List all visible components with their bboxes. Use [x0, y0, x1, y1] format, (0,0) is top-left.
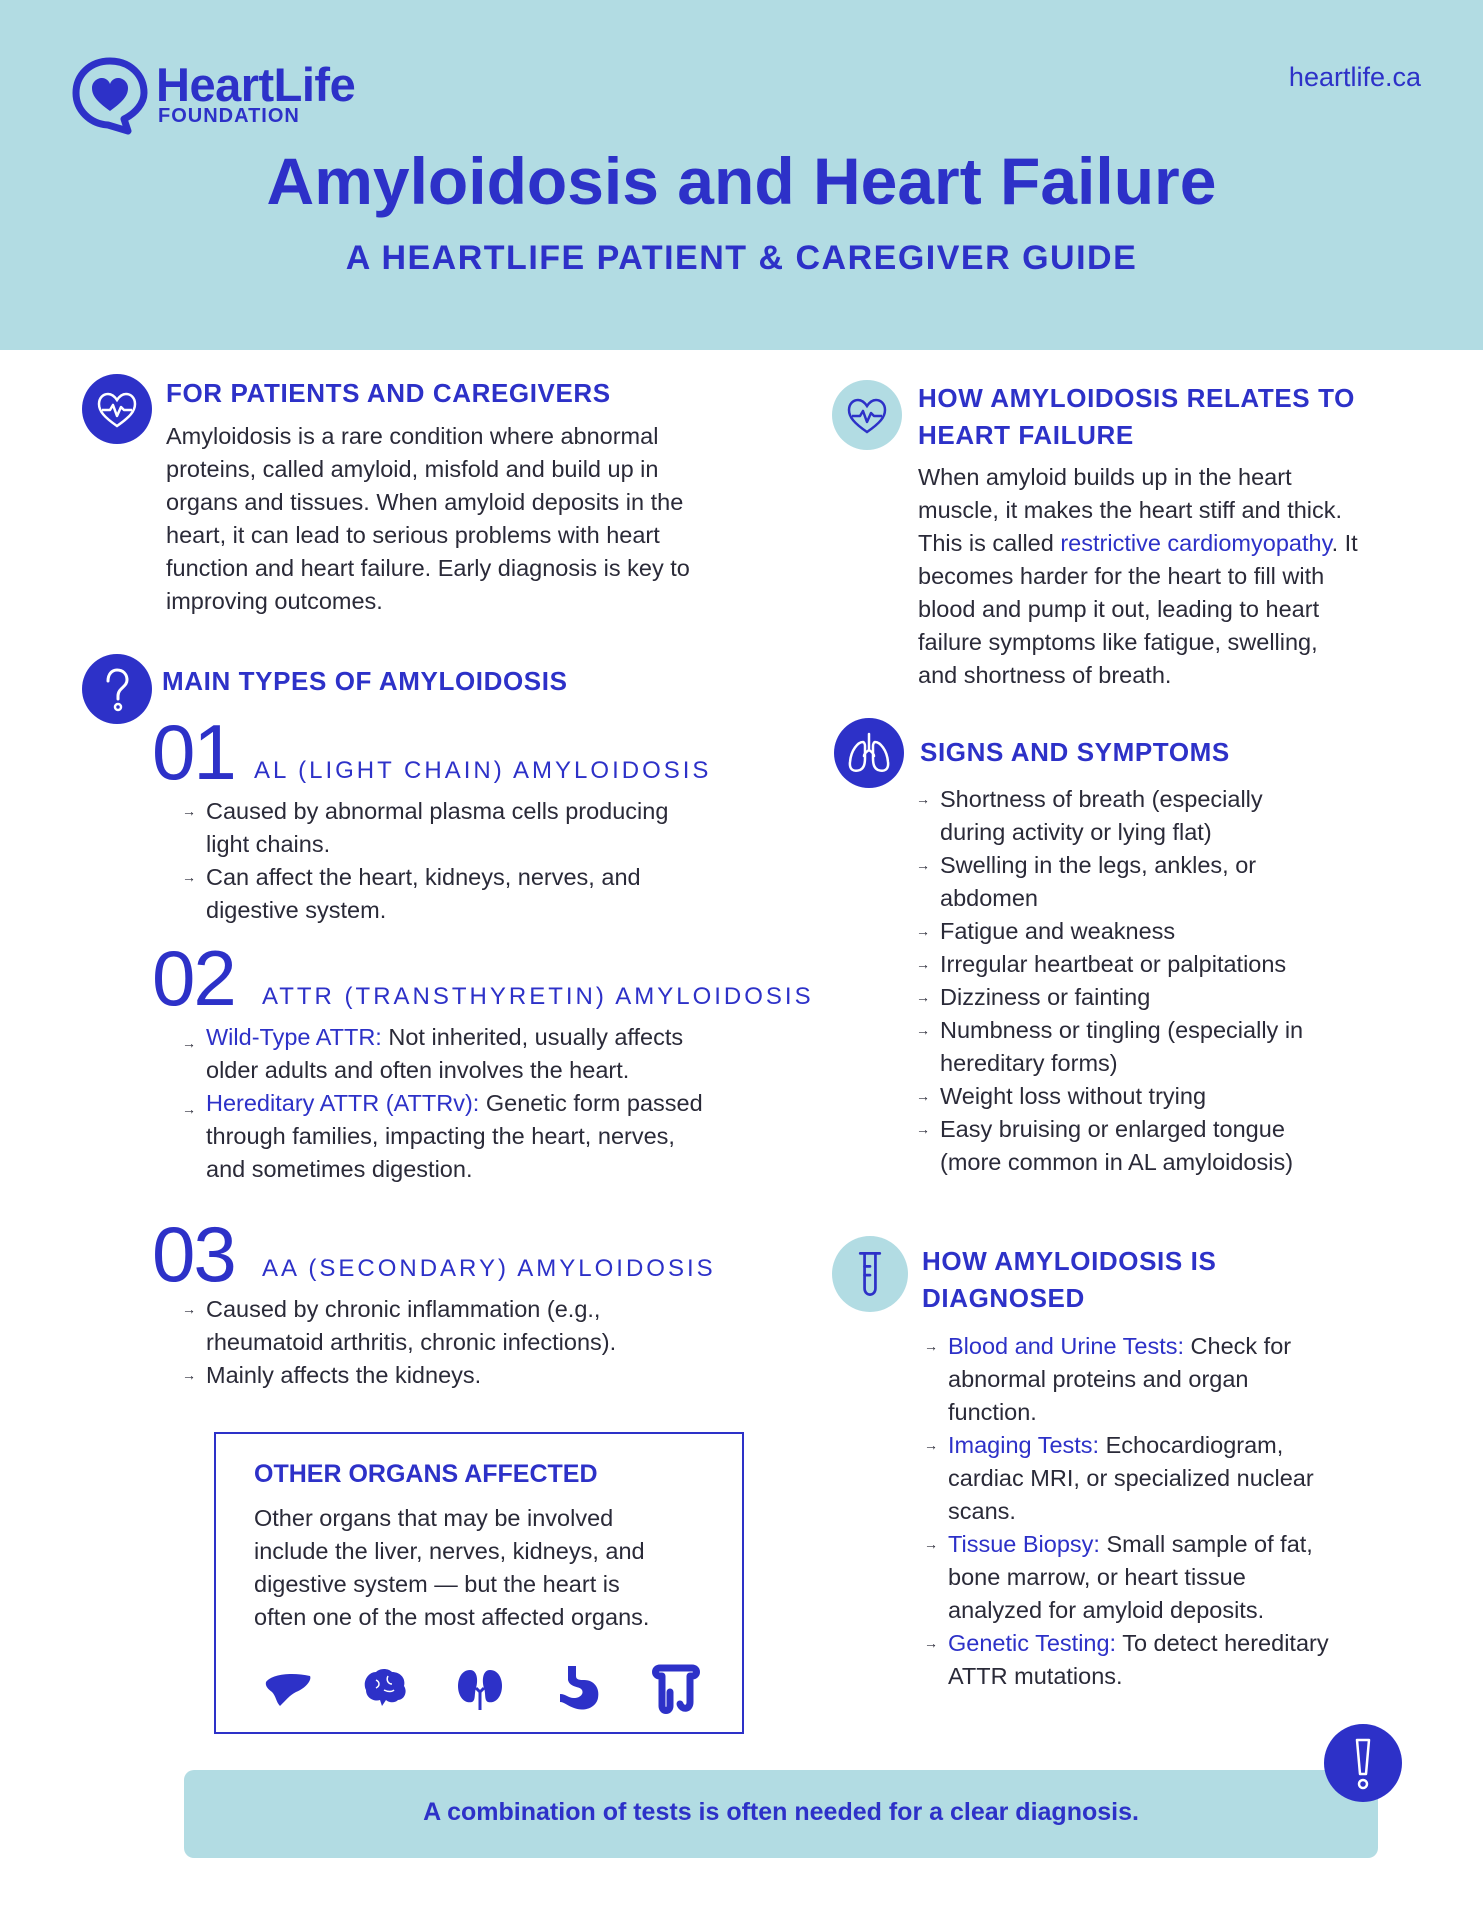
header-band	[0, 0, 1483, 350]
arrow-icon: →	[182, 1367, 196, 1383]
kidneys-icon	[454, 1662, 506, 1714]
list-item: → Fatigue and weakness	[940, 915, 1440, 948]
text-line: Amyloidosis is a rare condition where abnormal	[166, 423, 659, 449]
logo-name: HeartLife	[156, 58, 356, 111]
banner-text: A combination of tests is often needed for a clear diagnosis.	[423, 1798, 1139, 1826]
list-item: → Genetic Testing: To detect hereditary ATTR mutations.	[948, 1627, 1428, 1693]
list-item: → Mainly affects the kidneys.	[206, 1359, 766, 1392]
list-item: → Irregular heartbeat or palpitations	[940, 948, 1440, 981]
text-line: improving outcomes.	[166, 588, 383, 614]
heart-pulse-icon	[832, 380, 902, 450]
list-item: → Easy bruising or enlarged tongue (more common in AL amyloidosis)	[940, 1113, 1440, 1179]
type-number-02: 02	[152, 934, 235, 1022]
arrow-icon: →	[916, 923, 930, 939]
exclamation-icon	[1324, 1724, 1402, 1802]
arrow-icon: →	[182, 803, 196, 819]
section-title-symptoms: SIGNS AND SYMPTOMS	[920, 737, 1230, 767]
list-item: → Shortness of breath (especially during activity or lying flat)	[940, 783, 1440, 849]
list-item: → Caused by chronic inflammation (e.g., rheumatoid arthritis, chronic infections).	[206, 1293, 766, 1359]
type-title-al: AL (LIGHT CHAIN) AMYLOIDOSIS	[254, 757, 712, 784]
organs-title: OTHER ORGANS AFFECTED	[254, 1460, 598, 1488]
type-attr-list	[182, 1021, 786, 1186]
list-item: → Numbness or tingling (especially in hereditary forms)	[940, 1014, 1440, 1080]
type-title-aa: AA (SECONDARY) AMYLOIDOSIS	[262, 1255, 716, 1282]
section-title-relates: HOW AMYLOIDOSIS RELATES TO HEART FAILURE	[918, 383, 1355, 450]
test-tube-icon	[832, 1236, 908, 1312]
arrow-icon: →	[916, 989, 930, 1005]
list-item: → Caused by abnormal plasma cells producing light chains.	[206, 795, 766, 861]
text-line: organs and tissues. When amyloid deposits in the	[166, 489, 684, 515]
arrow-icon: →	[182, 1101, 196, 1117]
heartlife-logo[interactable]	[70, 55, 390, 135]
heart-pulse-icon	[82, 374, 152, 444]
organs-body: Other organs that may be involved include the liver, nerves, kidneys, and digestive system — but the heart is often one of the most affected organs.	[254, 1505, 650, 1630]
symptoms-list	[916, 783, 1440, 1179]
brain-icon	[358, 1662, 410, 1714]
arrow-icon: →	[924, 1338, 938, 1354]
section-title-types: MAIN TYPES OF AMYLOIDOSIS	[162, 666, 568, 696]
list-item: → Tissue Biopsy: Small sample of fat, bone marrow, or heart tissue analyzed for amyloid deposits.	[948, 1528, 1428, 1627]
arrow-icon: →	[916, 857, 930, 873]
intestines-icon	[650, 1662, 702, 1714]
list-item: → Dizziness or fainting	[940, 981, 1440, 1014]
arrow-icon: →	[916, 791, 930, 807]
patients-body	[166, 420, 786, 618]
section-title-diagnosis: HOW AMYLOIDOSIS IS DIAGNOSED	[922, 1246, 1217, 1313]
arrow-icon: →	[182, 1301, 196, 1317]
type-number-03: 03	[152, 1210, 235, 1298]
list-item: → Wild-Type ATTR: Not inherited, usually affects older adults and often involves the heart.	[182, 1024, 684, 1083]
stomach-icon	[554, 1662, 606, 1714]
diagnosis-callout-banner	[184, 1770, 1378, 1858]
arrow-icon: →	[916, 1121, 930, 1137]
question-icon	[82, 654, 152, 724]
organs-affected-box	[214, 1432, 744, 1734]
logo-subtitle: FOUNDATION	[158, 105, 300, 127]
type-title-attr: ATTR (TRANSTHYRETIN) AMYLOIDOSIS	[262, 983, 814, 1010]
arrow-icon: →	[916, 1088, 930, 1104]
page-title: Amyloidosis and Heart Failure	[266, 144, 1217, 218]
type-al-list	[182, 795, 766, 927]
liver-icon	[262, 1662, 314, 1714]
relates-body: When amyloid builds up in the heart muscle, it makes the heart stiff and thick. This is called restrictive cardiomyopathy. It becomes harder for the heart to fill with blood and pump it out, leading to heart failure symptoms like fatigue, swelling, and shortness of breath.	[918, 464, 1358, 688]
text-line: heart, it can lead to serious problems with heart	[166, 522, 660, 548]
arrow-icon: →	[182, 869, 196, 885]
page-subtitle: A HEARTLIFE PATIENT & CAREGIVER GUIDE	[345, 239, 1138, 277]
lungs-icon	[834, 718, 904, 788]
restrictive-cardiomyopathy-link[interactable]: restrictive cardiomyopathy	[1060, 530, 1332, 556]
list-item: → Imaging Tests: Echocardiogram, cardiac MRI, or specialized nuclear scans.	[948, 1429, 1428, 1528]
type-number-01: 01	[152, 708, 235, 796]
arrow-icon: →	[924, 1437, 938, 1453]
text-line: proteins, called amyloid, misfold and build up in	[166, 456, 659, 482]
arrow-icon: →	[916, 956, 930, 972]
heart-chat-logo-icon	[70, 55, 150, 135]
list-item: → Can affect the heart, kidneys, nerves, and digestive system.	[206, 861, 766, 927]
type-aa-list	[182, 1293, 766, 1392]
list-item: → Weight loss without trying	[940, 1080, 1440, 1113]
list-item: → Hereditary ATTR (ATTRv): Genetic form passed through families, impacting the heart, nerves, and sometimes digestion.	[182, 1090, 703, 1182]
arrow-icon: →	[924, 1635, 938, 1651]
diagnosis-list	[924, 1330, 1428, 1693]
list-item: → Swelling in the legs, ankles, or abdomen	[940, 849, 1440, 915]
site-url-link[interactable]: heartlife.ca	[1288, 62, 1421, 92]
arrow-icon: →	[924, 1536, 938, 1552]
arrow-icon: →	[182, 1035, 196, 1051]
text-line: function and heart failure. Early diagnosis is key to	[166, 555, 690, 581]
arrow-icon: →	[916, 1022, 930, 1038]
list-item: → Blood and Urine Tests: Check for abnormal proteins and organ function.	[948, 1330, 1428, 1429]
section-title-patients: FOR PATIENTS AND CAREGIVERS	[166, 378, 611, 408]
